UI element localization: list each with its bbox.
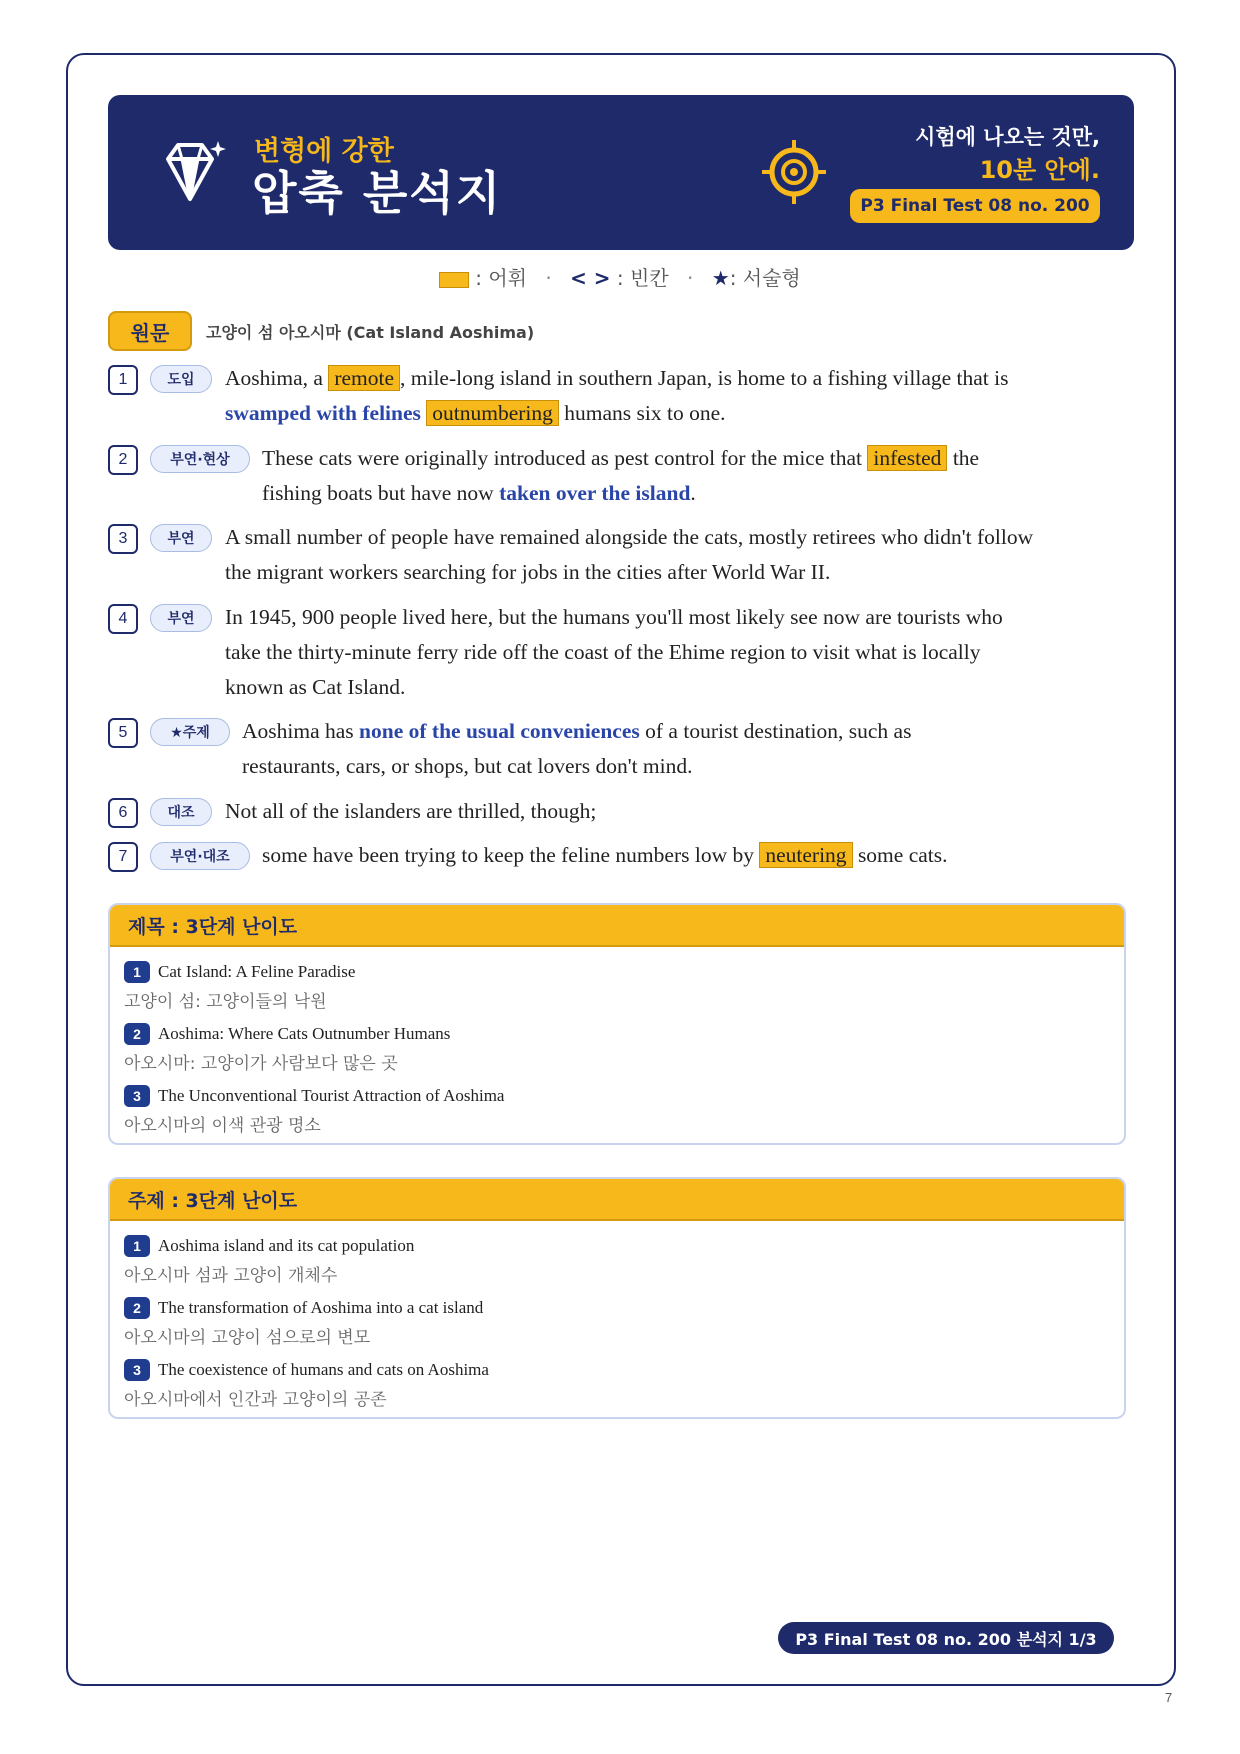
- title-box-heading: 제목 : 3단계 난이도: [110, 905, 1124, 947]
- keyword-phrase: swamped with felines: [225, 401, 421, 425]
- option-korean: 아오시마의 이색 관광 명소: [124, 1116, 321, 1136]
- text-run: the migrant workers searching for jobs in the cities after World War II.: [225, 560, 831, 584]
- header-tagline-highlight: 10분 안에.: [979, 156, 1100, 184]
- topic-box-heading: 주제 : 3단계 난이도: [110, 1179, 1124, 1221]
- sentence-text: [262, 838, 948, 873]
- text-run: , mile-long island in southern Japan, is home to a fishing village that is: [400, 366, 1009, 390]
- vocab-highlight: infested: [867, 445, 947, 471]
- option-korean: 아오시마에서 인간과 고양이의 공존: [124, 1390, 387, 1410]
- title-options-box: [108, 903, 1126, 1145]
- option-english: The coexistence of humans and cats on Aoshima: [158, 1360, 489, 1379]
- option-english: Aoshima: Where Cats Outnumber Humans: [158, 1024, 451, 1043]
- text-run: take the thirty-minute ferry ride off the coast of the Ehime region to visit what is locally: [225, 640, 981, 664]
- header-banner: [108, 95, 1134, 250]
- vocab-highlight: neutering: [759, 842, 852, 868]
- sentence-tag: 도입: [150, 365, 212, 393]
- page-number: 7: [1165, 1690, 1173, 1705]
- text-run: restaurants, cars, or shops, but cat lovers don't mind.: [242, 754, 693, 778]
- sentence-text: [225, 361, 1009, 431]
- sentence-tag: 부연: [150, 604, 212, 632]
- source-title: 고양이 섬 아오시마 (Cat Island Aoshima): [206, 323, 535, 342]
- text-run: the: [947, 446, 980, 470]
- diamond-icon: [156, 137, 228, 209]
- sentence-number: 7: [108, 842, 138, 872]
- blank-symbol-icon: < >: [570, 266, 611, 290]
- sentence-text: [225, 520, 1033, 590]
- text-run: A small number of people have remained alongside the cats, mostly retirees who didn't follow: [225, 525, 1034, 549]
- text-run: humans six to one.: [558, 401, 726, 425]
- option-korean: 아오시마: 고양이가 사람보다 많은 곳: [124, 1054, 398, 1074]
- legend-vocab: : 어휘: [475, 266, 527, 290]
- sentence-number: 6: [108, 798, 138, 828]
- vocab-highlight: remote: [328, 365, 400, 391]
- sentence-number: 2: [108, 445, 138, 475]
- sentence-number: 5: [108, 718, 138, 748]
- option-korean: 고양이 섬: 고양이들의 낙원: [124, 992, 327, 1012]
- text-run: some have been trying to keep the feline numbers low by: [262, 843, 760, 867]
- sentence-tag: ★주제: [150, 718, 230, 746]
- topic-option: [124, 1359, 489, 1410]
- text-run: Not all of the islanders are thrilled, though;: [225, 799, 597, 823]
- option-number: 3: [124, 1359, 150, 1381]
- option-english: The transformation of Aoshima into a cat island: [158, 1298, 484, 1317]
- legend-separator: ·: [545, 266, 552, 290]
- topic-option: [124, 1297, 483, 1348]
- source-badge: 원문: [108, 311, 192, 351]
- topic-option: [124, 1235, 414, 1286]
- option-number: 1: [124, 1235, 150, 1257]
- title-option: [124, 961, 355, 1012]
- topic-options-box: [108, 1177, 1126, 1419]
- sentence-tag: 부연·대조: [150, 842, 250, 870]
- text-run: fishing boats but have now: [262, 481, 500, 505]
- option-english: Aoshima island and its cat population: [158, 1236, 415, 1255]
- footer-badge: P3 Final Test 08 no. 200 분석지 1/3: [778, 1622, 1114, 1654]
- star-icon: ★: [711, 266, 730, 290]
- title-option: [124, 1085, 504, 1136]
- text-run: These cats were originally introduced as pest control for the mice that: [262, 446, 868, 470]
- option-number: 2: [124, 1023, 150, 1045]
- vocab-highlight: outnumbering: [426, 400, 559, 426]
- test-id-badge: P3 Final Test 08 no. 200: [850, 189, 1100, 223]
- sentence-text: [225, 600, 1003, 705]
- legend-blank: : 빈칸: [616, 266, 669, 290]
- legend-separator: ·: [687, 266, 694, 290]
- header-tagline: 시험에 나오는 것만,: [915, 125, 1100, 149]
- keyword-phrase: none of the usual conveniences: [359, 719, 640, 743]
- text-run: some cats.: [852, 843, 948, 867]
- text-run: .: [690, 481, 696, 505]
- text-run: Aoshima, a: [225, 366, 329, 390]
- legend-essay: : 서술형: [729, 266, 801, 290]
- option-number: 1: [124, 961, 150, 983]
- sentence-text: [242, 714, 911, 784]
- sentence-tag: 부연·현상: [150, 445, 250, 473]
- keyword-phrase: taken over the island: [499, 481, 691, 505]
- option-number: 3: [124, 1085, 150, 1107]
- text-run: In 1945, 900 people lived here, but the humans you'll most likely see now are tourists who: [225, 605, 1003, 629]
- option-korean: 아오시마의 고양이 섬으로의 변모: [124, 1328, 371, 1348]
- header-subtitle: 변형에 강한: [254, 136, 394, 167]
- page-title: 압축 분석지: [252, 166, 503, 220]
- sentence-text: [262, 441, 979, 511]
- option-english: Cat Island: A Feline Paradise: [158, 962, 356, 981]
- sentence-number: 4: [108, 604, 138, 634]
- sentence-number: 3: [108, 524, 138, 554]
- target-icon: [760, 138, 828, 206]
- option-number: 2: [124, 1297, 150, 1319]
- sentence-text: [225, 794, 596, 829]
- text-run: of a tourist destination, such as: [639, 719, 912, 743]
- option-english: The Unconventional Tourist Attraction of Aoshima: [158, 1086, 505, 1105]
- text-run: known as Cat Island.: [225, 675, 406, 699]
- sentence-tag: 부연: [150, 524, 212, 552]
- text-run: Aoshima has: [242, 719, 360, 743]
- title-option: [124, 1023, 450, 1074]
- vocab-swatch-icon: [439, 272, 469, 288]
- legend: [0, 262, 1240, 291]
- option-korean: 아오시마 섬과 고양이 개체수: [124, 1266, 338, 1286]
- sentence-tag: 대조: [150, 798, 212, 826]
- sentence-number: 1: [108, 365, 138, 395]
